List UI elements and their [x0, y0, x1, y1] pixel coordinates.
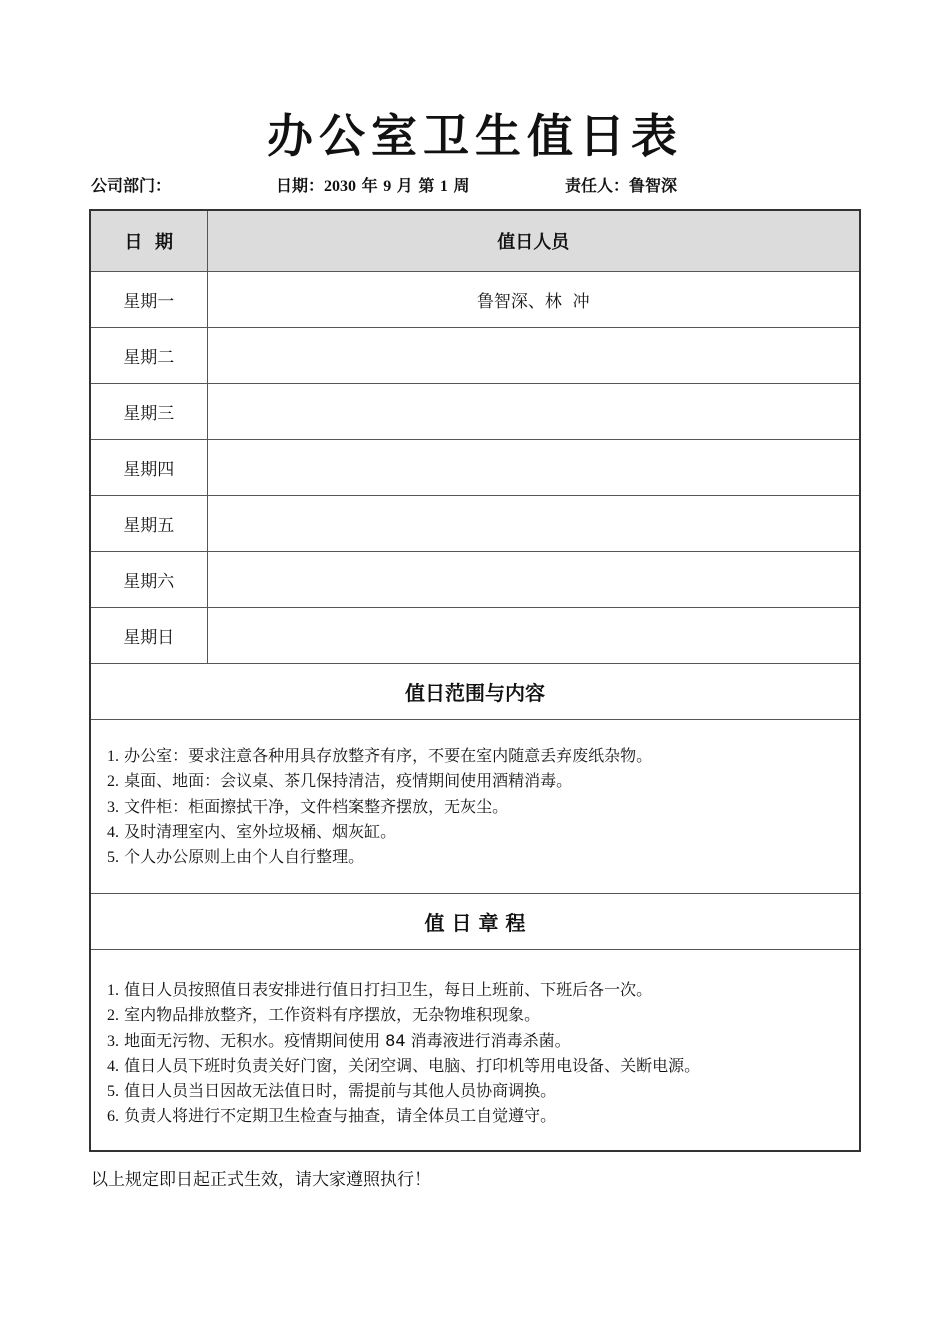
scope-list-cell: [90, 720, 860, 894]
scope-list: [107, 744, 859, 870]
item-text: 负责人将进行不定期卫生检查与抽查，请全体员工自觉遵守。: [124, 1106, 557, 1126]
day-cell: 星期日: [90, 608, 207, 664]
item-number: 5.: [107, 1083, 119, 1101]
rules-list: [107, 978, 859, 1130]
duty-table: [89, 209, 861, 1152]
rules-list-cell: [90, 950, 860, 1152]
scope-heading-row: [90, 664, 860, 720]
date-label: 日期：: [276, 176, 325, 195]
page-title: 办公室卫生值日表: [267, 109, 683, 163]
table-row: [90, 496, 860, 552]
footer-note: 以上规定即日起正式生效，请大家遵照执行！: [91, 1170, 431, 1190]
item-number: 3.: [107, 1032, 119, 1050]
list-item: [107, 1003, 859, 1028]
staff-cell: [207, 440, 860, 496]
scope-list-row: [90, 720, 860, 894]
date-month-unit: 月 第: [396, 176, 435, 195]
list-item: [107, 744, 859, 769]
item-text: 办公室：要求注意各种用具存放整齐有序，不要在室内随意丢弃废纸杂物。: [124, 746, 653, 765]
item-number: 1.: [107, 748, 119, 765]
day-cell: 星期三: [90, 384, 207, 440]
date-week: 1: [439, 178, 448, 195]
list-item: [107, 1079, 859, 1104]
list-item: [107, 795, 859, 820]
day-cell: 星期二: [90, 328, 207, 384]
item-text: 个人办公原则上由个人自行整理。: [124, 847, 365, 867]
dept-field: [91, 174, 171, 198]
staff-cell: [207, 552, 860, 608]
staff-cell: 鲁智深、林 冲: [207, 272, 860, 328]
rules-list-row: [90, 950, 860, 1152]
item-text: 桌面、地面：会议桌、茶几保持清洁，疫情期间使用酒精消毒。: [124, 771, 573, 791]
day-cell: 星期一: [90, 272, 207, 328]
list-item: [107, 978, 859, 1003]
col-header-date: 日 期: [90, 210, 207, 272]
item-text: 室内物品排放整齐，工作资料有序摆放，无杂物堆积现象。: [124, 1005, 541, 1025]
staff-cell: [207, 384, 860, 440]
list-item: [107, 845, 859, 870]
date-month: 9: [383, 178, 392, 195]
col-header-staff: 值日人员: [207, 210, 860, 272]
scope-heading: 值日范围与内容: [90, 664, 860, 720]
item-text: 值日人员下班时负责关好门窗，关闭空调、电脑、打印机等用电设备、关断电源。: [124, 1055, 701, 1075]
item-number: 2.: [107, 1007, 119, 1025]
dept-label: 公司部门：: [91, 176, 172, 195]
item-number: 3.: [107, 798, 119, 816]
date-year: 2030: [324, 178, 357, 195]
item-text: 值日人员按照值日表安排进行值日打扫卫生，每日上班前、下班后各一次。: [124, 980, 653, 999]
owner-field: [565, 174, 677, 198]
item-text: 地面无污物、无积水。疫情期间使用 84 消毒液进行消毒杀菌。: [124, 1030, 571, 1050]
list-item: [107, 1104, 859, 1129]
table-row: [90, 328, 860, 384]
owner-label: 责任人：: [565, 176, 630, 195]
staff-cell: [207, 608, 860, 664]
list-item: [107, 1054, 859, 1079]
item-number: 4.: [107, 1057, 119, 1075]
staff-cell: [207, 328, 860, 384]
staff-cell: [207, 496, 860, 552]
date-year-unit: 年: [361, 176, 378, 195]
list-item: [107, 820, 859, 845]
item-number: 4.: [107, 823, 119, 841]
date-field: [276, 174, 470, 198]
item-text: 文件柜：柜面擦拭干净，文件档案整齐摆放，无灰尘。: [124, 796, 509, 816]
day-cell: 星期六: [90, 552, 207, 608]
item-number: 6.: [107, 1108, 119, 1126]
list-item: [107, 1029, 859, 1054]
table-row: [90, 272, 860, 328]
table-row: [90, 384, 860, 440]
table-row: [90, 552, 860, 608]
list-item: [107, 769, 859, 794]
day-cell: 星期四: [90, 440, 207, 496]
rules-heading: 值 日 章 程: [90, 894, 860, 950]
item-number: 1.: [107, 982, 119, 999]
owner-name: 鲁智深: [629, 176, 678, 195]
rules-heading-row: [90, 894, 860, 950]
table-header-row: [90, 210, 860, 272]
table-row: [90, 440, 860, 496]
item-number: 2.: [107, 773, 119, 791]
item-number: 5.: [107, 849, 119, 867]
day-cell: 星期五: [90, 496, 207, 552]
table-row: [90, 608, 860, 664]
item-text: 及时清理室内、室外垃圾桶、烟灰缸。: [124, 821, 397, 841]
item-text: 值日人员当日因故无法值日时，需提前与其他人员协商调换。: [124, 1081, 557, 1101]
date-week-unit: 周: [453, 176, 470, 195]
